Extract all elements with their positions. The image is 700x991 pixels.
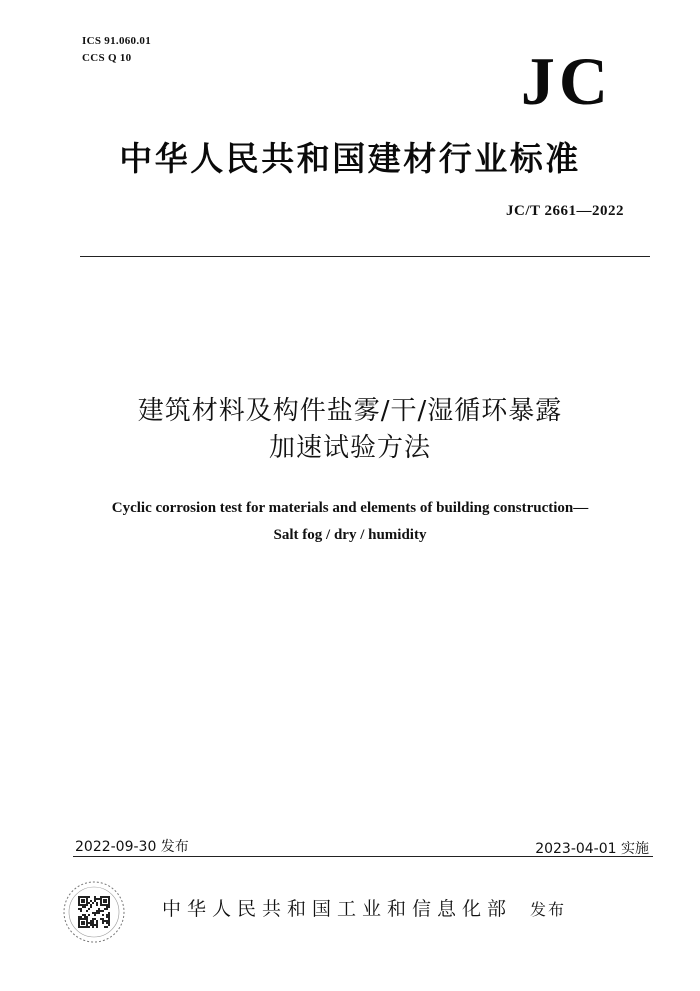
publish-label: 发布 — [530, 900, 567, 919]
footer-divider — [73, 856, 653, 857]
anti-counterfeit-seal — [62, 880, 126, 944]
title-cn-line-1: 建筑材料及构件盐雾/干/湿循环暴露 — [137, 396, 563, 426]
header-divider — [80, 256, 650, 257]
standard-number: JC/T 2661—2022 — [506, 203, 624, 219]
qr-code-icon — [62, 880, 126, 944]
jc-logo: JC — [520, 43, 612, 119]
classification-codes — [82, 33, 151, 67]
ccs-code: CCS Q 10 — [82, 52, 132, 64]
title-en-line-1: Cyclic corrosion test for materials and elements of building construction— — [111, 500, 589, 516]
publisher-name: 中华人民共和国工业和信息化部 — [162, 898, 513, 920]
issue-date: 2022-09-30 发布 — [75, 839, 189, 855]
title-en-line-2: Salt fog / dry / humidity — [273, 527, 427, 543]
standard-category-heading: 中华人民共和国建材行业标准 — [119, 139, 581, 178]
title-cn-line-2: 加速试验方法 — [268, 433, 431, 463]
implementation-date: 2023-04-01 实施 — [535, 841, 649, 857]
ics-code: ICS 91.060.01 — [82, 35, 151, 47]
